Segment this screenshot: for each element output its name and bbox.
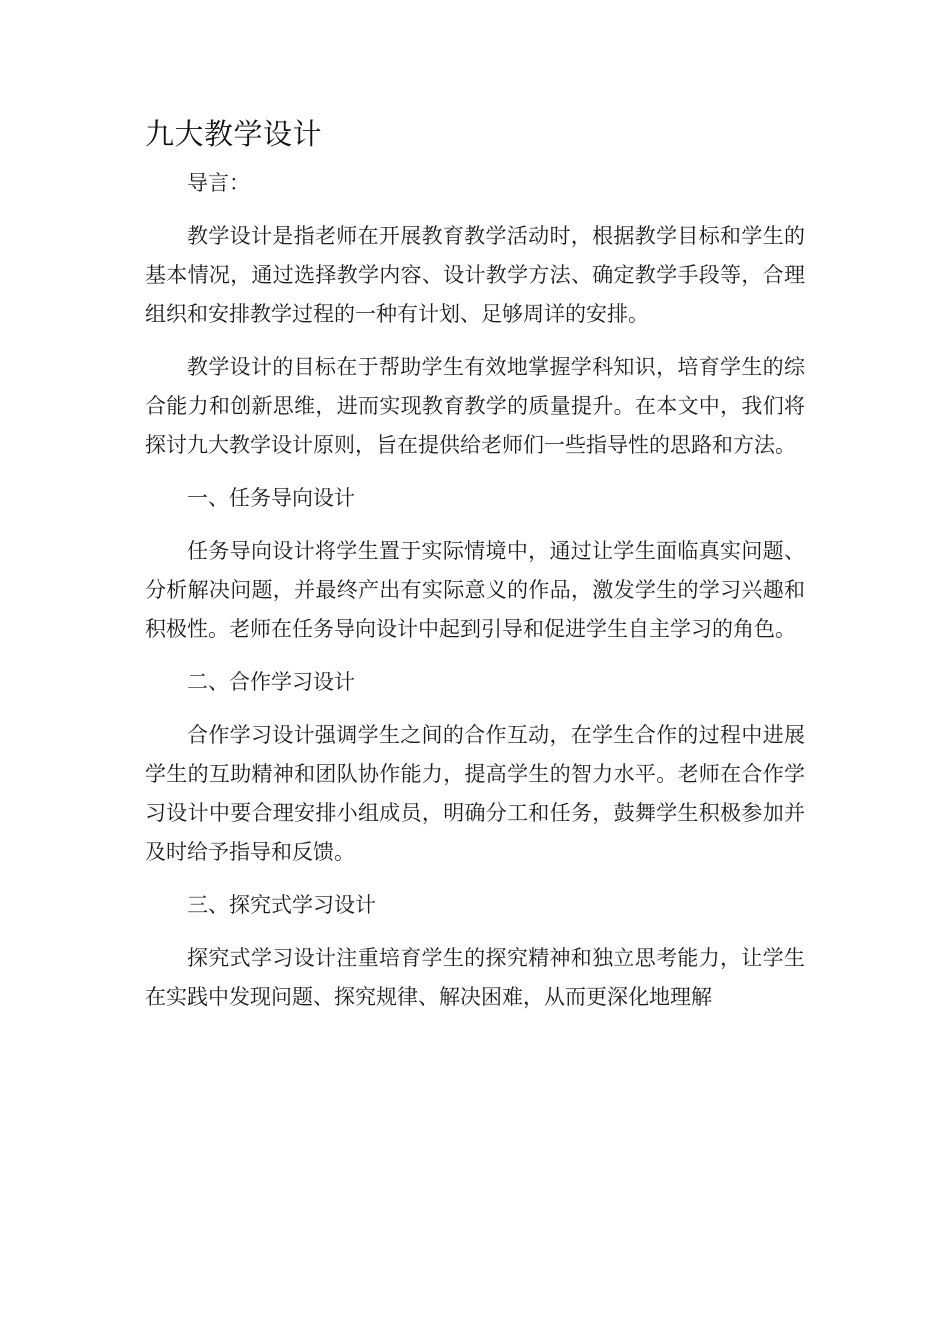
- paragraph-task-oriented: 任务导向设计将学生置于实际情境中，通过让学生面临真实问题、分析解决问题，并最终产出有实际意义的作品，激发学生的学习兴趣和积极性。老师在任务导向设计中起到引导和促进学生自主学习的角色。: [145, 539, 805, 641]
- section-heading-2: 二、合作学习设计: [187, 670, 355, 694]
- section-heading-3: 三、探究式学习设计: [187, 893, 376, 917]
- paragraph-cooperative: 合作学习设计强调学生之间的合作互动，在学生合作的过程中进展学生的互助精神和团队协作能力，提高学生的智力水平。老师在合作学习设计中要合理安排小组成员，明确分工和任务，鼓舞学生积极参加并及时给予指导和反馈。: [145, 723, 805, 864]
- paragraph-definition: 教学设计是指老师在开展教育教学活动时，根据教学目标和学生的基本情况，通过选择教学内容、设计教学方法、确定教学手段等，合理组织和安排教学过程的一种有计划、足够周详的安排。: [145, 224, 805, 326]
- document-body: [145, 112, 805, 1031]
- paragraph-goal: 教学设计的目标在于帮助学生有效地掌握学科知识，培育学生的综合能力和创新思维，进而实现教育教学的质量提升。在本文中，我们将探讨九大教学设计原则，旨在提供给老师们一些指导性的思路和方法。: [145, 355, 805, 457]
- section-heading-1: 一、任务导向设计: [187, 486, 355, 510]
- intro-heading: 导言：: [187, 171, 250, 195]
- document-title: 九大教学设计: [145, 117, 323, 151]
- paragraph-inquiry: 探究式学习设计注重培育学生的探究精神和独立思考能力，让学生在实践中发现问题、探究规律、解决困难，从而更深化地理解: [145, 946, 805, 1009]
